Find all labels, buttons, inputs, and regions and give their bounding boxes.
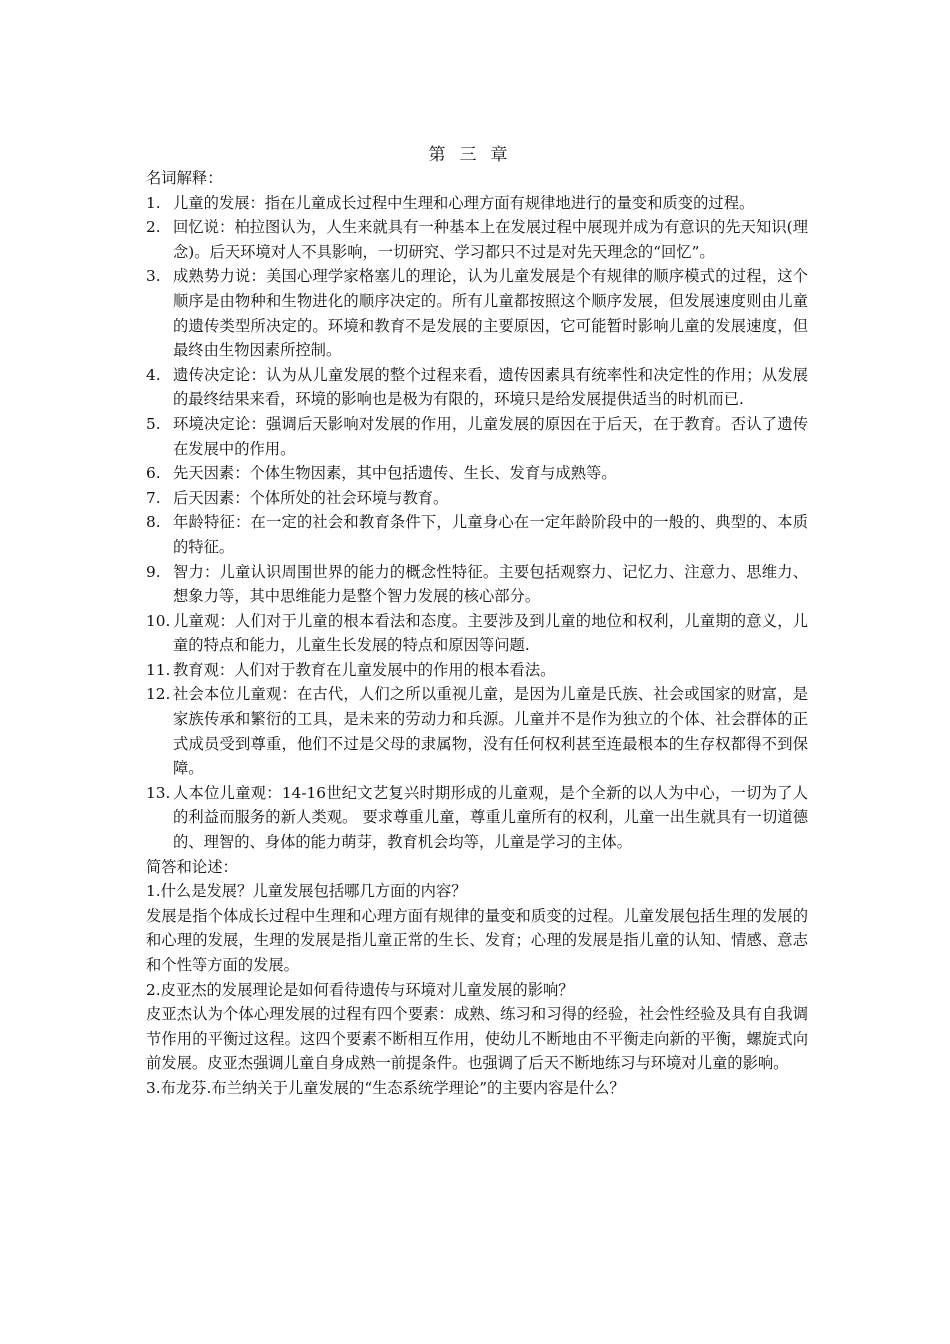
term-text: 后天因素：个体所处的社会环境与教育。	[173, 488, 449, 507]
term-text: 社会本位儿童观：在古代，人们之所以重视儿童，是因为儿童是氏族、社会或国家的财富，是家族传承和繁衍的工具，是未来的劳动力和兵源。儿童并不是作为独立的个体、社会群体的正式成员受到尊重，他们不过是父母的隶属物，没有任何权利甚至连最根本的生存权都得不到保障。	[173, 685, 808, 778]
term-text: 儿童的发展：指在儿童成长过程中生理和心理方面有规律地进行的量变和质变的过程。	[173, 193, 755, 212]
term-text: 遗传决定论：认为从儿童发展的整个过程来看，遗传因素具有统率性和决定性的作用；从发展的最终结果来看，环境的影响也是极为有限的，环境只是给发展提供适当的时机而已.	[173, 365, 808, 409]
term-number: 2.	[146, 218, 161, 237]
term-text: 回忆说：柏拉图认为，人生来就具有一种基本上在发展过程中展现并成为有意识的先天知识(理念)。后天环境对人不具影响，一切研究、学习都只不过是对先天理念的“回忆”。	[173, 218, 808, 261]
term-item	[146, 215, 808, 264]
term-text: 智力：儿童认识周围世界的能力的概念性特征。主要包括观察力、记忆力、注意力、思维力、想象力等，其中思维能力是整个智力发展的核心部分。	[173, 562, 808, 606]
term-item	[146, 412, 808, 461]
term-item	[146, 264, 808, 362]
term-text: 儿童观：人们对于儿童的根本看法和态度。主要涉及到儿童的地位和权利，儿童期的意义，儿童的特点和能力，儿童生长发展的特点和原因等问题.	[173, 611, 808, 655]
qa-list	[146, 879, 808, 1100]
term-text: 人本位儿童观：14-16世纪文艺复兴时期形成的儿童观，是个全新的以人为中心，一切为了人的利益而服务的新人类观。 要求尊重儿童，尊重儿童所有的权利，儿童一出生就具有一切道德的、理智的、身体的能力萌芽，教育机会均等，儿童是学习的主体。	[173, 783, 808, 852]
term-item	[146, 363, 808, 412]
section-heading-qa: 简答和论述：	[146, 857, 238, 876]
chapter-title: 第三章	[428, 145, 522, 165]
term-number: 8.	[146, 513, 161, 532]
question: 2.皮亚杰的发展理论是如何看待遗传与环境对儿童发展的影响？	[146, 980, 574, 999]
term-number: 9.	[146, 562, 161, 581]
term-number: 3.	[146, 267, 161, 286]
term-text: 教育观：人们对于教育在儿童发展中的作用的根本看法。	[173, 660, 556, 679]
term-number: 11.	[146, 660, 171, 679]
term-text: 环境决定论：强调后天影响对发展的作用，儿童发展的原因在于后天，在于教育。否认了遗传在发展中的作用。	[173, 414, 808, 458]
section-heading-terms: 名词解释：	[146, 169, 223, 187]
content-body	[146, 166, 808, 1101]
term-number: 13.	[146, 783, 171, 802]
term-item	[146, 609, 808, 658]
term-item	[146, 682, 808, 780]
term-item	[146, 560, 808, 609]
term-number: 6.	[146, 464, 161, 483]
answer: 发展是指个体成长过程中生理和心理方面有规律的量变和质变的过程。儿童发展包括生理的发展的和心理的发展，生理的发展是指儿童正常的生长、发育；心理的发展是指儿童的认知、情感、意志和个性等方面的发展。	[146, 906, 808, 974]
term-item	[146, 781, 808, 855]
term-number: 7.	[146, 488, 161, 507]
answer: 皮亚杰认为个体心理发展的过程有四个要素：成熟、练习和习得的经验，社会性经验及具有自我调节作用的平衡过这程。这四个要素不断相互作用，使幼儿不断地由不平衡走向新的平衡，螺旋式向前发展。皮亚杰强调儿童自身成熟一前提条件。也强调了后天不断地练习与环境对儿童的影响。	[146, 1005, 808, 1073]
question: 1.什么是发展？儿童发展包括哪几方面的内容？	[146, 882, 467, 901]
term-text: 年龄特征：在一定的社会和教育条件下，儿童身心在一定年龄阶段中的一般的、典型的、本质的特征。	[173, 513, 808, 556]
term-number: 4.	[146, 365, 161, 384]
term-item	[146, 658, 808, 683]
term-item	[146, 191, 808, 216]
term-number: 1.	[146, 193, 161, 212]
term-item	[146, 461, 808, 486]
term-number: 12.	[146, 685, 171, 704]
question: 3.布龙芬.布兰纳关于儿童发展的“生态系统学理论”的主要内容是什么？	[146, 1078, 625, 1097]
term-number: 10.	[146, 611, 171, 630]
term-item	[146, 486, 808, 511]
term-text: 先天因素：个体生物因素，其中包括遗传、生长、发育与成熟等。	[173, 464, 617, 483]
term-text: 成熟势力说：美国心理学家格塞儿的理论，认为儿童发展是个有规律的顺序模式的过程，这个顺序是由物种和生物进化的顺序决定的。所有儿童都按照这个顺序发展，但发展速度则由儿童的遗传类型所决定的。环境和教育不是发展的主要原因，它可能暂时影响儿童的发展速度，但最终由生物因素所控制。	[173, 267, 808, 360]
term-item	[146, 510, 808, 559]
terms-list	[146, 191, 808, 855]
term-number: 5.	[146, 414, 161, 433]
